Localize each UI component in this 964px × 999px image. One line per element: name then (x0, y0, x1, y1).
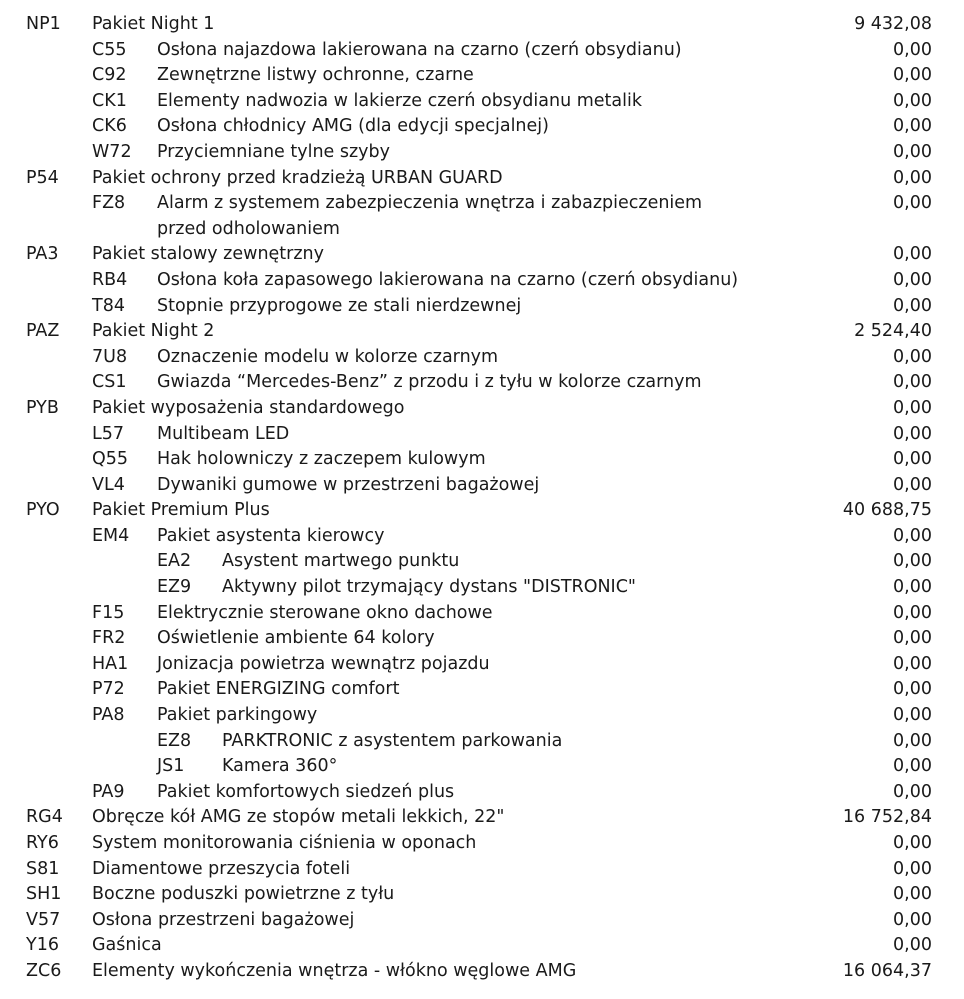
option-code: RG4 (26, 807, 63, 828)
option-price: 40 688,75 (842, 500, 932, 521)
option-description: Kamera 360° (222, 756, 338, 777)
option-price: 0,00 (893, 90, 932, 111)
option-row (0, 319, 964, 345)
option-row (0, 729, 964, 755)
option-description: Pakiet asystenta kierowcy (157, 525, 385, 546)
option-price: 0,00 (893, 705, 932, 726)
option-price: 0,00 (893, 679, 932, 700)
option-price: 0,00 (893, 551, 932, 572)
option-price: 16 064,37 (842, 960, 932, 981)
option-row (0, 268, 964, 294)
option-code: CK1 (92, 90, 127, 111)
option-price: 0,00 (893, 346, 932, 367)
option-row (0, 294, 964, 320)
option-row (0, 857, 964, 883)
option-row (0, 166, 964, 192)
option-code: CK6 (92, 116, 127, 137)
option-price: 9 432,08 (854, 14, 932, 34)
option-description: Osłona najazdowa lakierowana na czarno (czerń obsydianu) (157, 39, 682, 60)
option-code: EZ8 (157, 730, 192, 751)
option-code: P72 (92, 679, 125, 700)
option-description: Aktywny pilot trzymający dystans "DISTRONIC" (222, 577, 636, 598)
option-price: 0,00 (893, 935, 932, 956)
option-row (0, 882, 964, 908)
option-code: PYB (26, 397, 59, 418)
option-description: Obręcze kół AMG ze stopów metali lekkich, 22" (92, 807, 505, 828)
option-row (0, 447, 964, 473)
option-description: Gwiazda “Mercedes-Benz” z przodu i z tyłu w kolorze czarnym (157, 372, 702, 393)
option-price: 0,00 (893, 244, 932, 265)
option-code: 7U8 (92, 346, 128, 367)
option-price: 2 524,40 (854, 321, 932, 342)
option-code: PYO (26, 500, 60, 521)
option-code: Y16 (26, 935, 59, 956)
option-code: C55 (92, 39, 127, 60)
option-code: C92 (92, 65, 127, 86)
option-price: 0,00 (893, 730, 932, 751)
option-row (0, 831, 964, 857)
option-description: Pakiet stalowy zewnętrzny (92, 244, 324, 265)
option-row (0, 601, 964, 627)
option-price: 0,00 (893, 833, 932, 853)
option-description: Pakiet wyposażenia standardowego (92, 397, 405, 418)
option-row (0, 345, 964, 371)
option-price: 0,00 (893, 193, 932, 214)
option-description: System monitorowania ciśnienia w oponach (92, 833, 477, 853)
option-description: Pakiet ochrony przed kradzieżą URBAN GUARD (92, 167, 503, 188)
option-code: JS1 (157, 756, 185, 777)
option-price: 0,00 (893, 474, 932, 495)
option-row (0, 140, 964, 166)
option-row (0, 908, 964, 934)
option-row (0, 242, 964, 268)
option-code: S81 (26, 858, 60, 879)
option-price: 0,00 (893, 781, 932, 802)
option-price: 0,00 (893, 628, 932, 649)
option-price: 0,00 (893, 653, 932, 674)
option-code: EA2 (157, 551, 192, 572)
option-description: Oznaczenie modelu w kolorze czarnym (157, 346, 499, 367)
option-price: 0,00 (893, 423, 932, 444)
option-description: Jonizacja powietrza wewnątrz pojazdu (157, 653, 490, 674)
option-row (0, 396, 964, 422)
option-description: Pakiet parkingowy (157, 705, 318, 726)
option-row (0, 780, 964, 806)
option-price: 0,00 (893, 295, 932, 316)
option-row (0, 370, 964, 396)
option-price: 0,00 (893, 372, 932, 393)
option-description: Asystent martwego punktu (222, 551, 460, 572)
option-description: PARKTRONIC z asystentem parkowania (222, 730, 563, 751)
option-description: Dywaniki gumowe w przestrzeni bagażowej (157, 474, 540, 495)
option-code: RB4 (92, 269, 128, 290)
option-description: Pakiet Night 2 (92, 321, 215, 342)
option-description: Pakiet ENERGIZING comfort (157, 679, 400, 700)
option-description: Osłona chłodnicy AMG (dla edycji specjalnej) (157, 116, 549, 137)
option-row (0, 191, 964, 242)
option-code: T84 (92, 295, 125, 316)
option-description: Pakiet Premium Plus (92, 500, 270, 521)
option-description: Alarm z systemem zabezpieczenia wnętrza i zabazpieczeniem przed odholowaniem (157, 193, 703, 239)
option-row (0, 677, 964, 703)
option-price: 0,00 (893, 141, 932, 162)
option-price: 0,00 (893, 449, 932, 470)
option-row (0, 12, 964, 38)
option-code: FZ8 (92, 193, 126, 214)
option-description: Pakiet komfortowych siedzeń plus (157, 781, 455, 802)
option-price: 0,00 (893, 525, 932, 546)
option-row (0, 652, 964, 678)
option-description: Elektrycznie sterowane okno dachowe (157, 602, 493, 623)
option-row (0, 626, 964, 652)
option-code: F15 (92, 602, 125, 623)
option-row (0, 63, 964, 89)
option-price: 0,00 (893, 167, 932, 188)
option-price: 0,00 (893, 884, 932, 905)
option-description: Boczne poduszki powietrzne z tyłu (92, 884, 395, 905)
option-description: Elementy nadwozia w lakierze czerń obsydianu metalik (157, 90, 642, 111)
option-description: Gaśnica (92, 935, 162, 956)
option-description: Elementy wykończenia wnętrza - włókno węglowe AMG (92, 960, 577, 981)
option-price: 0,00 (893, 116, 932, 137)
option-code: SH1 (26, 884, 62, 905)
option-row (0, 89, 964, 115)
option-row (0, 473, 964, 499)
option-code: EM4 (92, 525, 130, 546)
option-price: 0,00 (893, 909, 932, 930)
option-row (0, 703, 964, 729)
option-row (0, 422, 964, 448)
option-code: L57 (92, 423, 125, 444)
option-description: Multibeam LED (157, 423, 290, 444)
option-code: PAZ (26, 321, 60, 342)
option-price: 0,00 (893, 65, 932, 86)
option-row (0, 498, 964, 524)
option-code: EZ9 (157, 577, 192, 598)
equipment-list (0, 12, 964, 985)
option-price: 0,00 (893, 602, 932, 623)
option-price: 0,00 (893, 39, 932, 60)
option-code: PA3 (26, 244, 59, 265)
option-code: RY6 (26, 833, 59, 853)
option-row (0, 805, 964, 831)
option-price: 0,00 (893, 577, 932, 598)
option-row (0, 575, 964, 601)
option-code: HA1 (92, 653, 129, 674)
option-row (0, 959, 964, 985)
option-code: Q55 (92, 449, 129, 470)
option-code: W72 (92, 141, 132, 162)
option-description: Przyciemniane tylne szyby (157, 141, 391, 162)
option-code: V57 (26, 909, 61, 930)
option-row (0, 549, 964, 575)
option-description: Stopnie przyprogowe ze stali nierdzewnej (157, 295, 522, 316)
option-price: 0,00 (893, 397, 932, 418)
option-row (0, 933, 964, 959)
option-code: CS1 (92, 372, 127, 393)
option-price: 0,00 (893, 269, 932, 290)
option-row (0, 38, 964, 64)
option-code: ZC6 (26, 960, 62, 981)
option-price: 0,00 (893, 756, 932, 777)
option-description: Zewnętrzne listwy ochronne, czarne (157, 65, 474, 86)
option-price: 0,00 (893, 858, 932, 879)
option-description: Hak holowniczy z zaczepem kulowym (157, 449, 486, 470)
option-code: P54 (26, 167, 59, 188)
option-description: Osłona koła zapasowego lakierowana na czarno (czerń obsydianu) (157, 269, 739, 290)
option-code: VL4 (92, 474, 125, 495)
option-description: Pakiet Night 1 (92, 14, 215, 34)
option-row (0, 754, 964, 780)
option-code: NP1 (26, 14, 61, 34)
option-price: 16 752,84 (842, 807, 932, 828)
option-description: Diamentowe przeszycia foteli (92, 858, 351, 879)
option-code: FR2 (92, 628, 126, 649)
option-description: Oświetlenie ambiente 64 kolory (157, 628, 435, 649)
option-row (0, 524, 964, 550)
option-code: PA9 (92, 781, 125, 802)
option-code: PA8 (92, 705, 125, 726)
option-row (0, 114, 964, 140)
option-description: Osłona przestrzeni bagażowej (92, 909, 355, 930)
